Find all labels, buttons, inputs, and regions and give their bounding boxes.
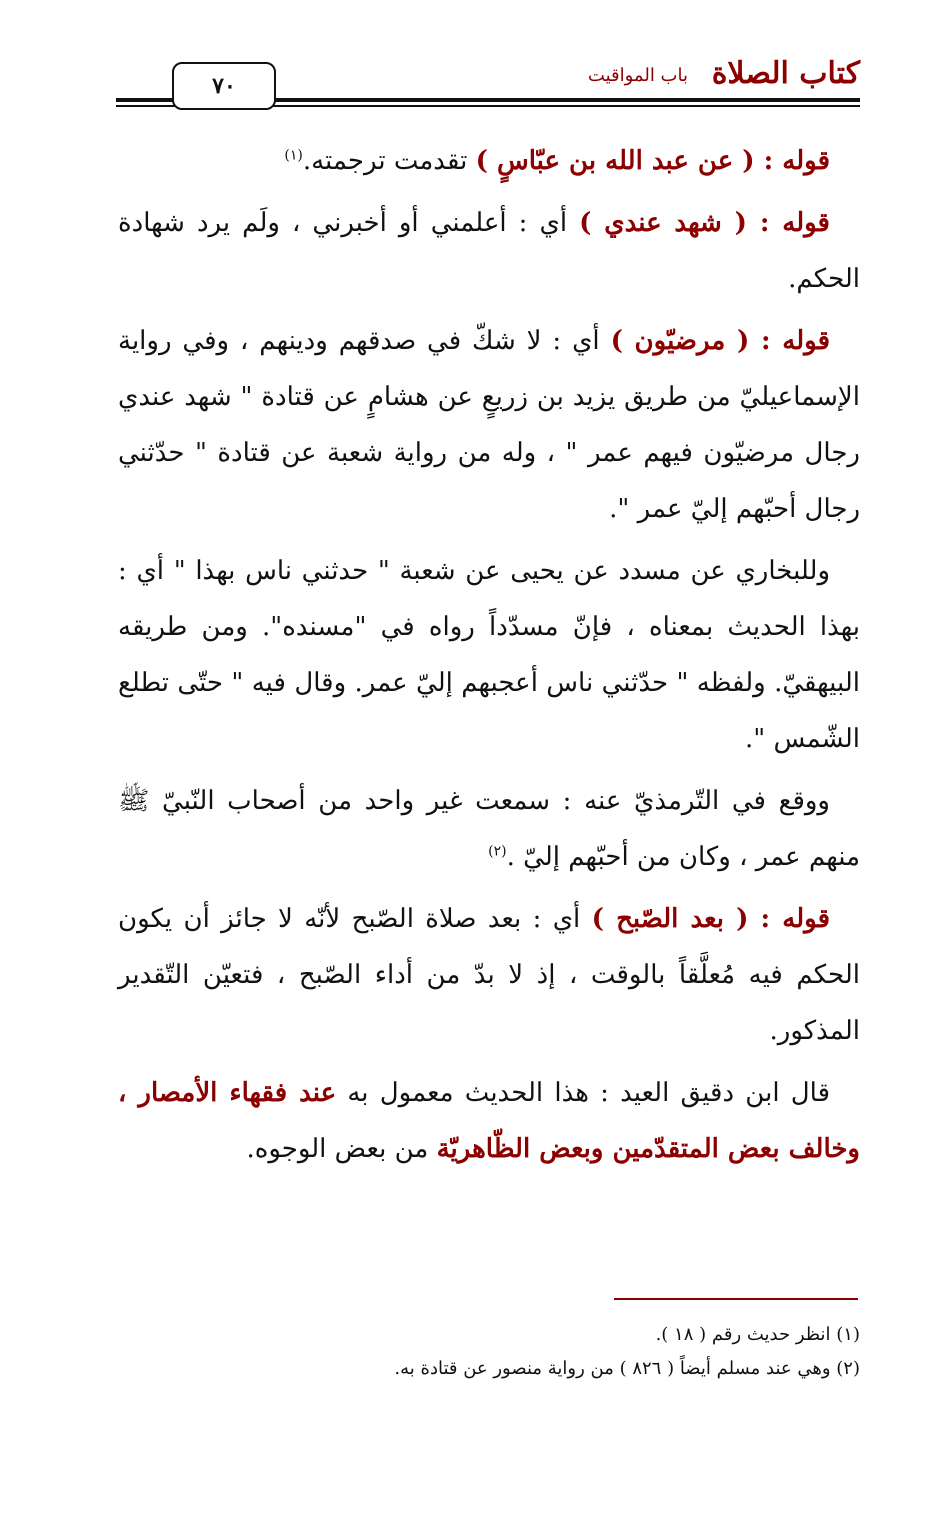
paragraph-text: أي : أعلمني أو أخبرني ، ولَم يرد شهادة الحكم. bbox=[118, 208, 860, 294]
paragraph-text: أي : بعد صلاة الصّبح لأنّه لا جائز أن يكون الحكم فيه مُعلَّقاً بالوقت ، إذ لا بدّ من أداء الصّبح ، فتعيّن التّقدير المذكور. bbox=[118, 904, 860, 1046]
footnote-ref: (٢) bbox=[488, 843, 507, 860]
paragraph-text: وللبخاري عن مسدد عن يحيى عن شعبة " حدثني ناس بهذا " أي : بهذا الحديث بمعناه ، فإنّ مسدّداً رواه في "مسنده". ومن طريقه البيهقيّ. ولفظه " حدّثني ناس أعجبهم إليّ عمر. وقال فيه " حتّى تطلع الشّمس ". bbox=[118, 556, 860, 754]
chapter-title: باب المواقيت bbox=[587, 65, 688, 86]
quoted-phrase: قوله : ( شهد عندي ) bbox=[579, 208, 830, 238]
footnotes bbox=[118, 1318, 860, 1386]
paragraph bbox=[118, 1065, 860, 1177]
paragraph bbox=[118, 313, 860, 537]
paragraph bbox=[118, 543, 860, 767]
footnote: (٢) وهي عند مسلم أيضاً ( ٨٢٦ ) من رواية منصور عن قتادة به. bbox=[394, 1358, 860, 1379]
page-header bbox=[116, 54, 860, 114]
main-text bbox=[118, 133, 860, 1183]
paragraph bbox=[118, 773, 860, 885]
page-number: ٧٠ bbox=[172, 62, 276, 110]
paragraph-text: ووقع في التّرمذيّ عنه : سمعت غير واحد من أصحاب النّبيّ ﷺ منهم عمر ، وكان من أحبّهم إليّ . bbox=[118, 786, 860, 872]
paragraph bbox=[118, 133, 860, 189]
paragraph bbox=[118, 891, 860, 1059]
footnote: (١) انظر حديث رقم ( ١٨ ). bbox=[655, 1324, 860, 1345]
paragraph-text: قال ابن دقيق العيد : هذا الحديث معمول به bbox=[336, 1078, 830, 1108]
footnote-ref: (١) bbox=[284, 147, 303, 164]
paragraph-text: أي : لا شكّ في صدقهم ودينهم ، وفي رواية الإسماعيليّ من طريق يزيد بن زريعٍ عن هشامٍ عن قتادة " شهد عندي رجال مرضيّون فيهم عمر " ، وله من رواية شعبة عن قتادة " حدّثني رجال أحبّهم إليّ عمر ". bbox=[118, 326, 860, 524]
book-title: كتاب الصلاة bbox=[711, 56, 860, 91]
footnote-divider bbox=[614, 1298, 858, 1300]
quoted-phrase: قوله : ( عن عبد الله بن عبّاسٍ ) bbox=[475, 146, 830, 176]
paragraph bbox=[118, 195, 860, 307]
paragraph-text: تقدمت ترجمته. bbox=[302, 146, 476, 176]
highlighted-phrase: عند فقهاء الأمصار ، وخالف بعض المتقدّمين وبعض الظّاهريّة bbox=[118, 1078, 860, 1164]
quoted-phrase: قوله : ( بعد الصّبح ) bbox=[591, 904, 830, 934]
quoted-phrase: قوله : ( مرضيّون ) bbox=[610, 326, 830, 356]
paragraph-text: من بعض الوجوه. bbox=[246, 1134, 437, 1164]
